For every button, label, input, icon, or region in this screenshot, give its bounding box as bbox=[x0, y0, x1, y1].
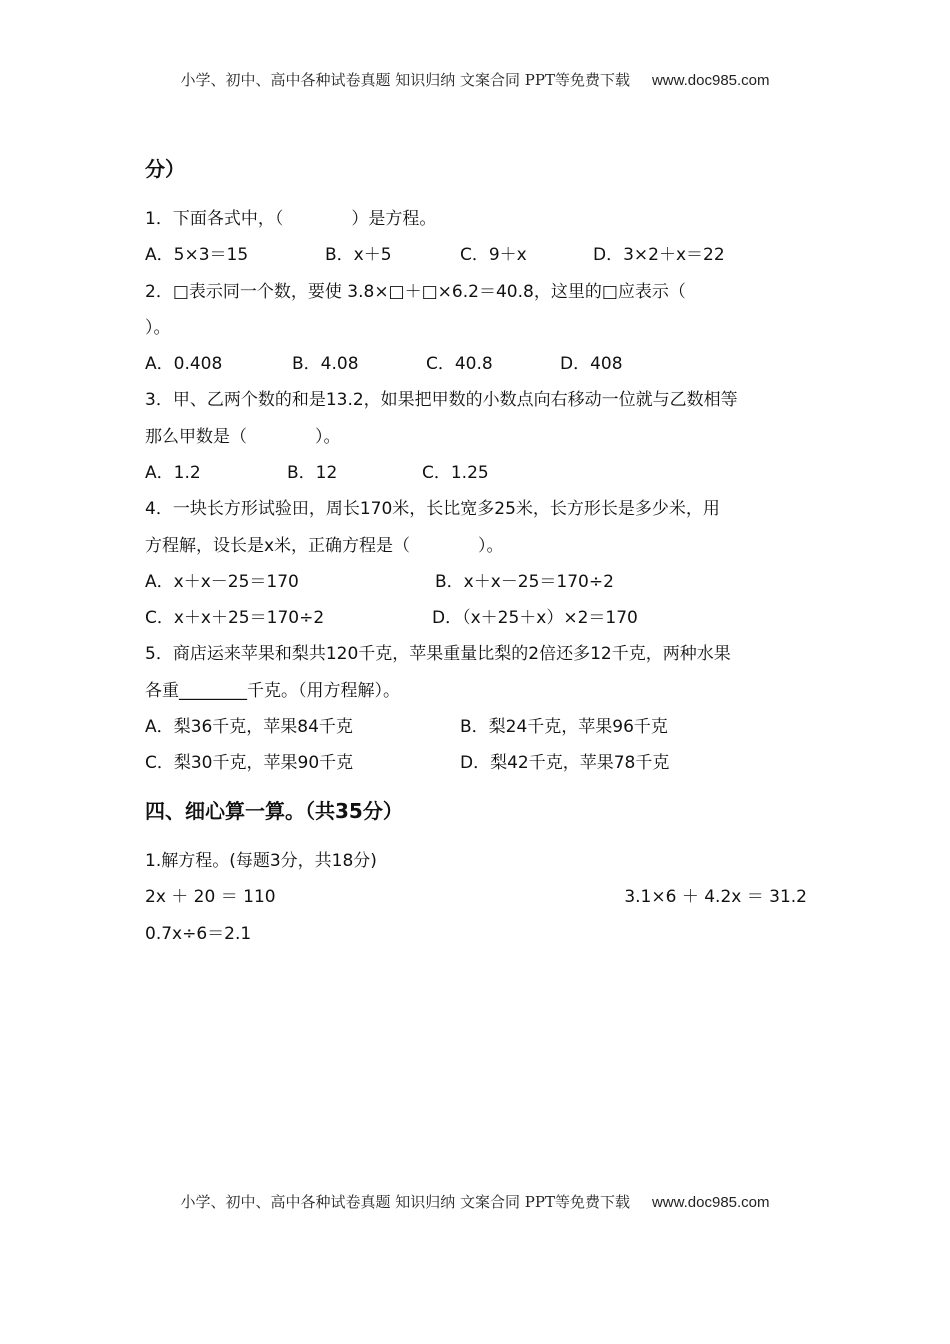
header-url[interactable]: www.doc985.com bbox=[651, 72, 770, 89]
question-5: 5．商店运来苹果和梨共120千克，苹果重量比梨的2倍还多12千克，两种水果 bbox=[145, 644, 731, 664]
q4-option-d: D．（x＋25＋x）×2＝170 bbox=[432, 608, 638, 628]
page-header bbox=[0, 69, 950, 90]
question-2-cont: ）。 bbox=[145, 318, 171, 338]
equation-2: 3.1×6 ＋ 4.2x ＝ 31.2 bbox=[624, 887, 807, 907]
q3-option-a: A．1.2 bbox=[145, 463, 201, 483]
q3-option-b: B．12 bbox=[287, 463, 338, 483]
section-4-subtitle: 1.解方程。(每题3分，共18分) bbox=[145, 851, 377, 871]
question-1: 1．下面各式中，（ ）是方程。 bbox=[145, 209, 437, 229]
q4-option-c: C．x＋x＋25＝170÷2 bbox=[145, 608, 325, 628]
q4-option-b: B．x＋x－25＝170÷2 bbox=[435, 572, 614, 592]
equation-3: 0.7x÷6＝2.1 bbox=[145, 924, 252, 944]
q3-option-c: C．1.25 bbox=[422, 463, 489, 483]
q2-option-c: C．40.8 bbox=[426, 354, 493, 374]
question-3: 3．甲、乙两个数的和是13.2，如果把甲数的小数点向右移动一位就与乙数相等 bbox=[145, 390, 738, 410]
q4-option-a: A．x＋x－25＝170 bbox=[145, 572, 299, 592]
q2-option-b: B．4.08 bbox=[292, 354, 359, 374]
q2-option-d: D．408 bbox=[560, 354, 623, 374]
question-2: 2．□表示同一个数，要使 3.8×□＋□×6.2＝40.8，这里的□应表示（ bbox=[145, 282, 686, 302]
q5-option-b: B．梨24千克，苹果96千克 bbox=[460, 717, 668, 737]
question-4-cont: 方程解，设长是x米，正确方程是（ ）。 bbox=[145, 536, 504, 556]
q1-option-c: C．9＋x bbox=[460, 245, 527, 265]
q1-option-a: A．5×3＝15 bbox=[145, 245, 249, 265]
header-text: 小学、初中、高中各种试卷真题 知识归纳 文案合同 PPT等免费下载 bbox=[180, 71, 630, 89]
q1-option-b: B．x＋5 bbox=[325, 245, 392, 265]
q5-option-c: C．梨30千克，苹果90千克 bbox=[145, 753, 354, 773]
footer-text: 小学、初中、高中各种试卷真题 知识归纳 文案合同 PPT等免费下载 bbox=[180, 1193, 630, 1211]
section-tail: 分） bbox=[145, 157, 185, 181]
question-5-cont: 各重________千克。（用方程解）。 bbox=[145, 681, 400, 701]
question-3-cont: 那么甲数是（ ）。 bbox=[145, 427, 341, 447]
footer-url[interactable]: www.doc985.com bbox=[651, 1194, 770, 1211]
q5-option-a: A．梨36千克，苹果84千克 bbox=[145, 717, 353, 737]
page-footer bbox=[0, 1191, 950, 1212]
q1-option-d: D．3×2＋x＝22 bbox=[593, 245, 725, 265]
section-4-title: 四、细心算一算。（共35分） bbox=[145, 799, 403, 823]
equation-1: 2x ＋ 20 ＝ 110 bbox=[145, 887, 276, 907]
question-4: 4．一块长方形试验田，周长170米，长比宽多25米，长方形长是多少米，用 bbox=[145, 499, 720, 519]
q5-option-d: D．梨42千克，苹果78千克 bbox=[460, 753, 670, 773]
q2-option-a: A．0.408 bbox=[145, 354, 223, 374]
